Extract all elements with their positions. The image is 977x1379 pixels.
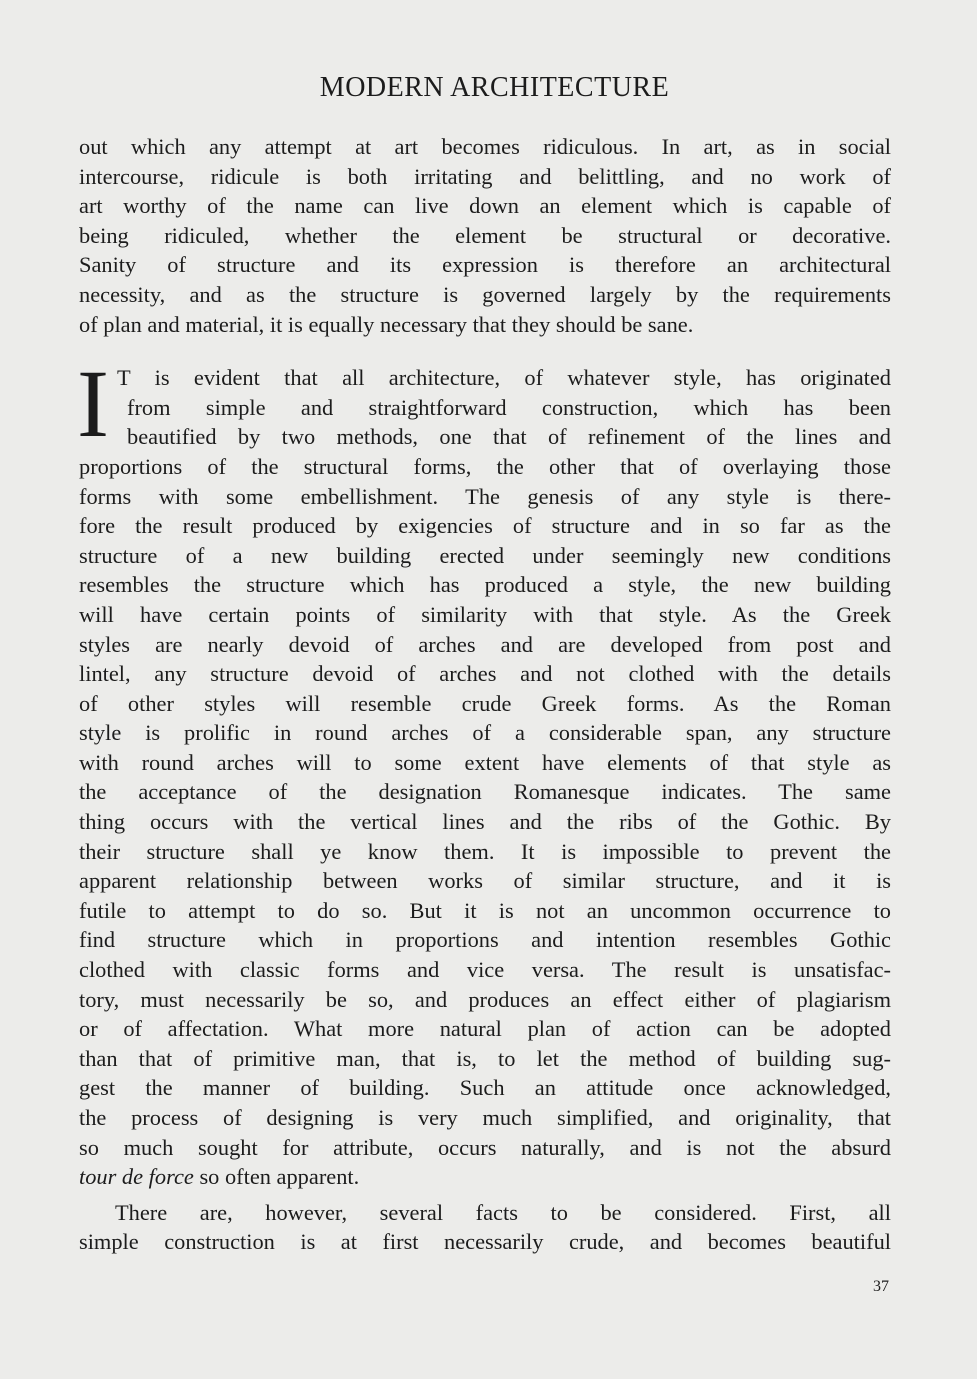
- body-text: [79, 132, 891, 1257]
- paragraph-2: [79, 363, 891, 1192]
- text-line: intercourse, ridicule is both irritating and belittling, and no work of: [79, 163, 891, 189]
- text-line: styles are nearly devoid of arches and are developed from post and: [79, 631, 891, 657]
- line-remainder: so often apparent.: [193, 1164, 360, 1190]
- text-line: tory, must necessarily be so, and produces an effect either of plagiarism: [79, 986, 891, 1012]
- text-line: lintel, any structure devoid of arches and not clothed with the details: [79, 661, 891, 687]
- text-line: the acceptance of the designation Romanesque indicates. The same: [79, 779, 891, 805]
- text-line: simple construction is at first necessarily crude, and becomes beautiful: [79, 1229, 891, 1255]
- text-line: thing occurs with the vertical lines and the ribs of the Gothic. By: [79, 809, 891, 835]
- text-line: clothed with classic forms and vice versa. The result is unsatisfac-: [79, 957, 891, 983]
- text-line: of plan and material, it is equally necessary that they should be sane.: [79, 311, 694, 337]
- text-line: from simple and straightforward construction, which has been: [127, 394, 891, 420]
- running-title: MODERN ARCHITECTURE: [319, 72, 670, 103]
- paragraph-1: [79, 132, 891, 339]
- drop-cap-block: [79, 363, 891, 452]
- text-line: the process of designing is very much simplified, and originality, that: [79, 1105, 891, 1130]
- text-line: T is evident that all architecture, of whatever style, has originated: [117, 365, 891, 391]
- text-line: There are, however, several facts to be considered. First, all: [115, 1199, 891, 1225]
- text-line: Sanity of structure and its expression is therefore an architectural: [79, 252, 891, 278]
- text-line: than that of primitive man, that is, to let the method of building sug-: [79, 1045, 891, 1071]
- text-line: of other styles will resemble crude Greek forms. As the Roman: [79, 690, 891, 716]
- text-line: futile to attempt to do so. But it is not an uncommon occurrence to: [79, 897, 891, 923]
- text-line: style is prolific in round arches of a considerable span, any structure: [79, 720, 891, 746]
- paragraph-3: [79, 1198, 891, 1257]
- text-line: so much sought for attribute, occurs naturally, and is not the absurd: [79, 1134, 891, 1160]
- text-line: structure of a new building erected under seemingly new conditions: [79, 542, 891, 568]
- text-line: fore the result produced by exigencies of structure and in so far as the: [79, 513, 891, 539]
- text-line: necessity, and as the structure is governed largely by the requirements: [79, 281, 891, 307]
- text-line: gest the manner of building. Such an attitude once acknowledged,: [79, 1075, 891, 1101]
- text-line: forms with some embellishment. The genesis of any style is there-: [79, 483, 891, 509]
- text-line: will have certain points of similarity with that style. As the Greek: [79, 601, 891, 627]
- text-line: proportions of the structural forms, the other that of overlaying those: [79, 453, 891, 479]
- text-line: resembles the structure which has produced a style, the new building: [79, 572, 891, 598]
- page-number: 37: [873, 1278, 889, 1295]
- text-line-final: [79, 1162, 891, 1192]
- text-line: being ridiculed, whether the element be structural or decorative.: [79, 222, 891, 248]
- text-line: beautified by two methods, one that of refinement of the lines and: [127, 424, 891, 450]
- text-line: out which any attempt at art becomes ridiculous. In art, as in social: [79, 134, 891, 159]
- drop-cap: I: [77, 369, 109, 446]
- text-line: or of affectation. What more natural plan of action can be adopted: [79, 1016, 891, 1042]
- text-line: apparent relationship between works of similar structure, and it is: [79, 868, 891, 894]
- text-line: find structure which in proportions and intention resembles Gothic: [79, 927, 891, 953]
- text-line: with round arches will to some extent have elements of that style as: [79, 749, 891, 775]
- text-line: art worthy of the name can live down an element which is capable of: [79, 193, 891, 219]
- italic-phrase: tour de force: [79, 1164, 194, 1190]
- text-line: their structure shall ye know them. It is impossible to prevent the: [79, 838, 891, 864]
